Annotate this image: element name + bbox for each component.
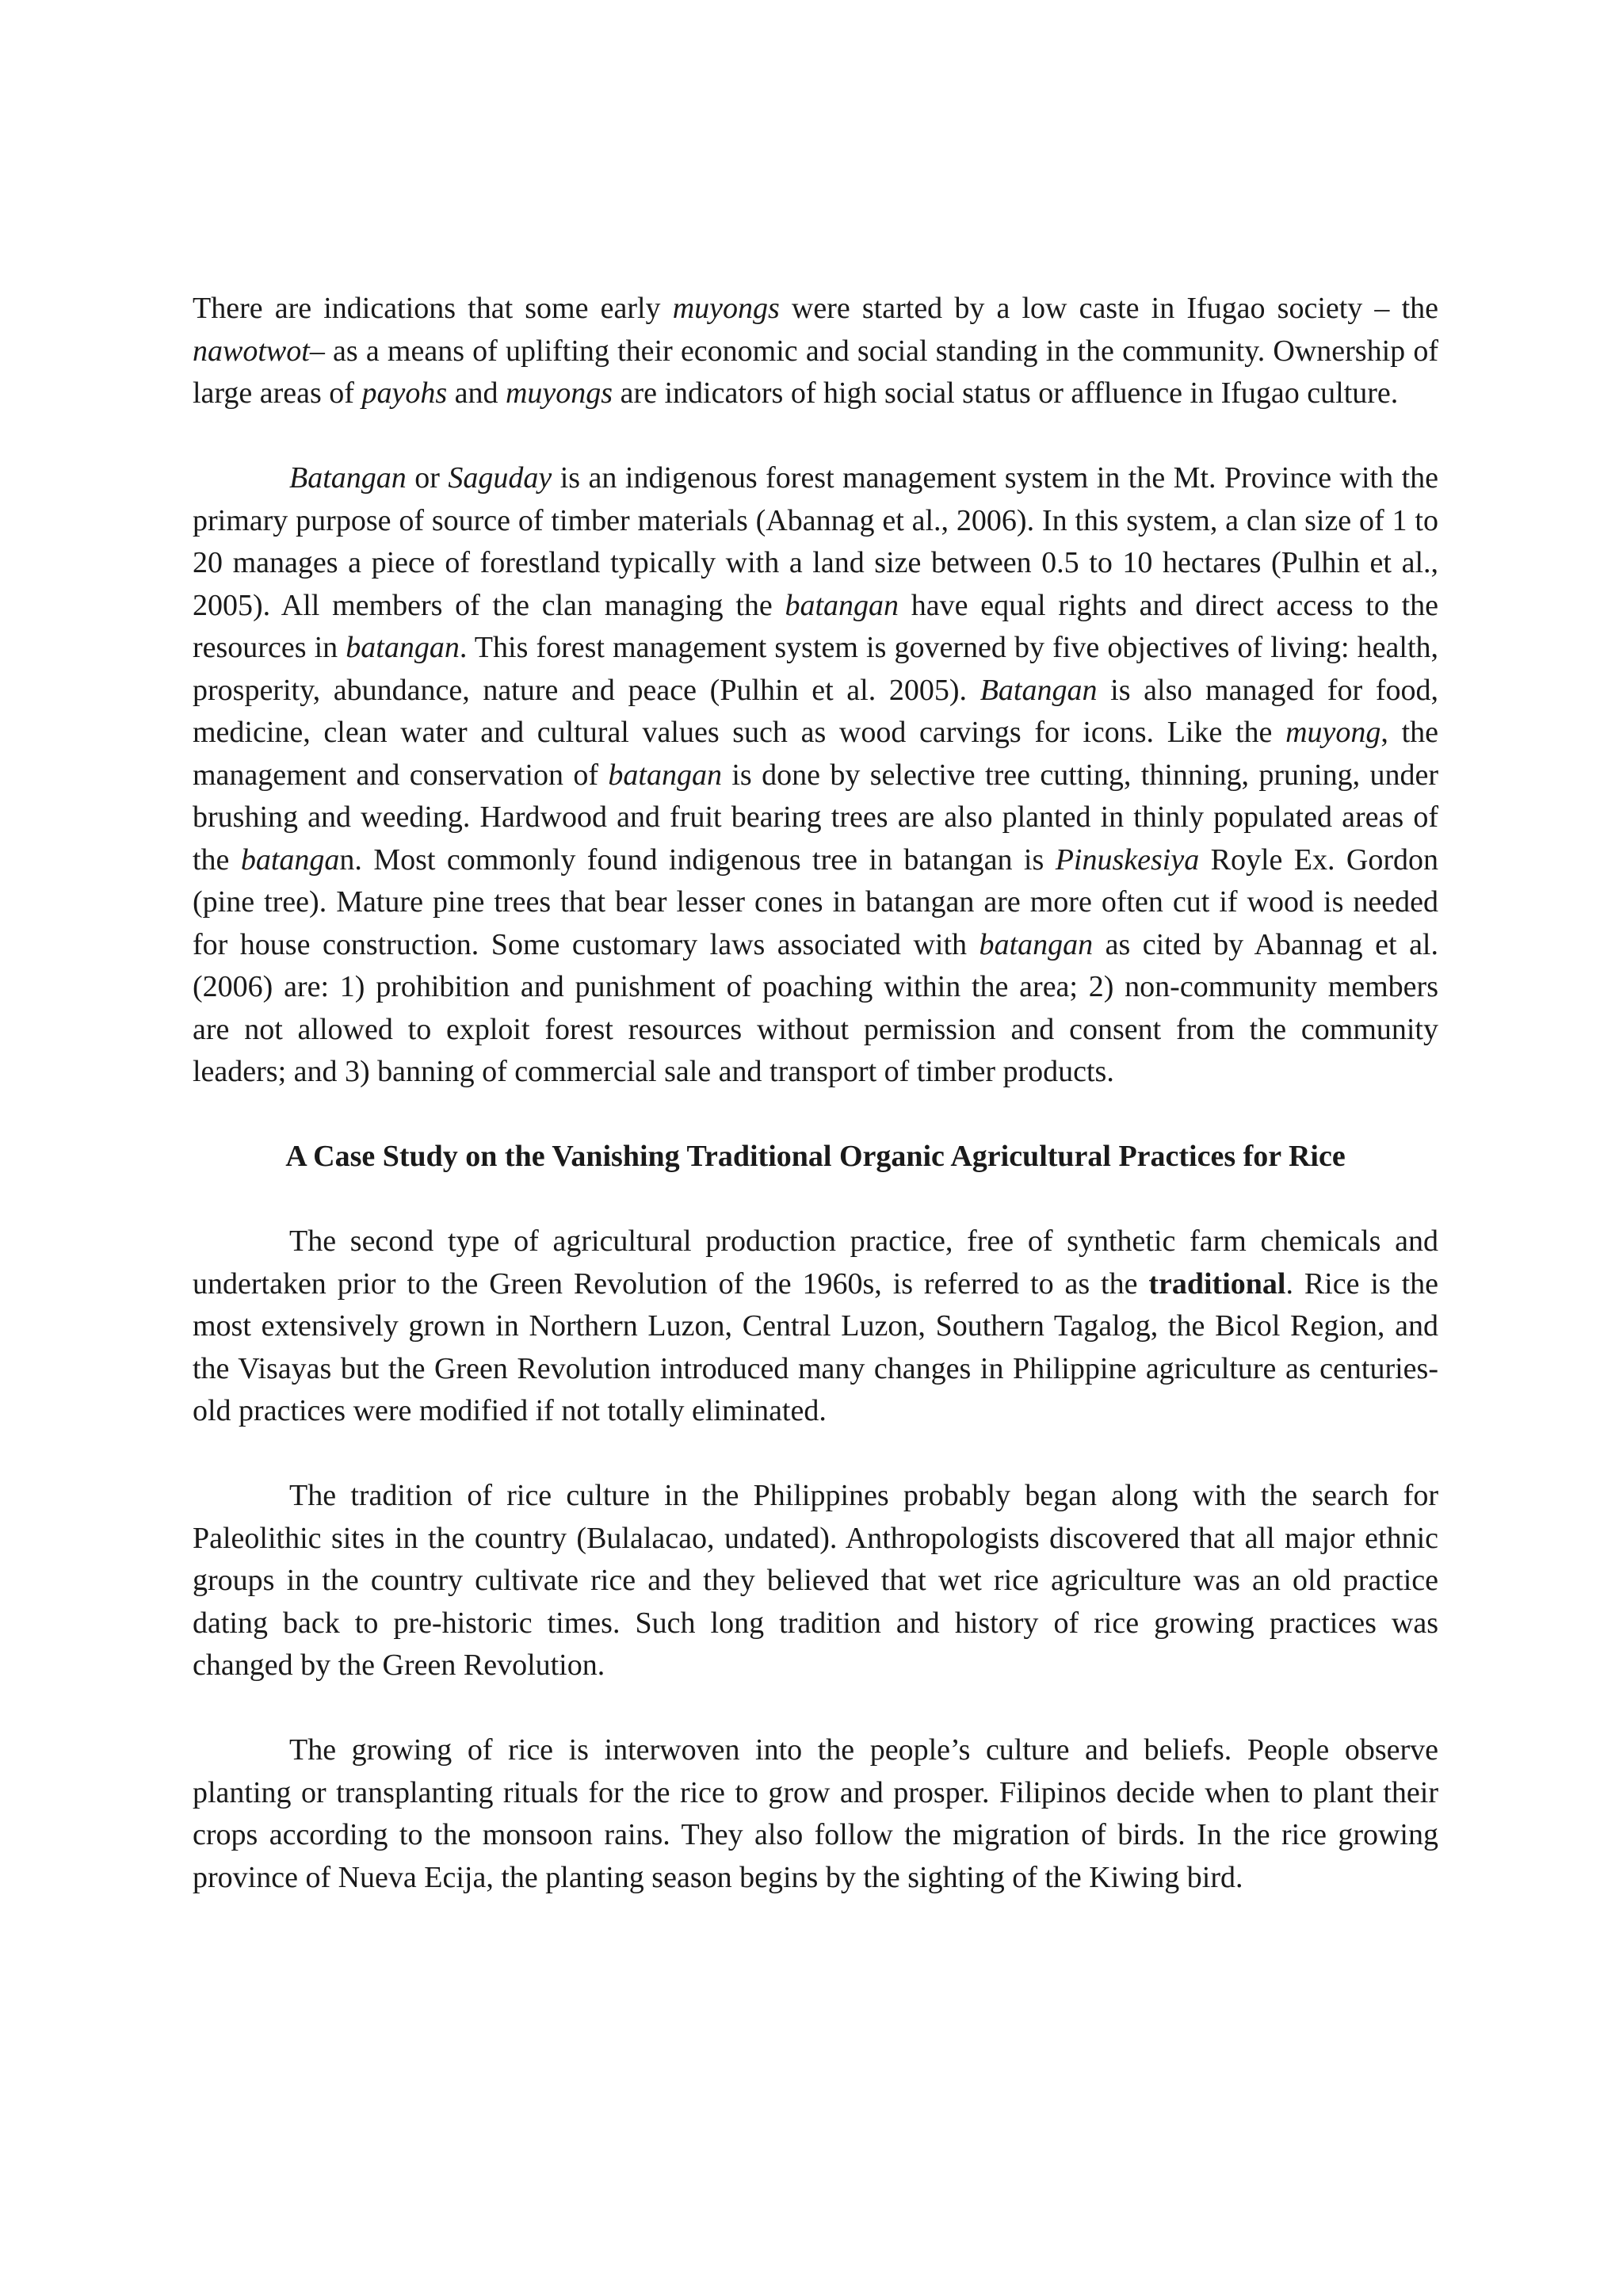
paragraph-batangan: Batangan or Saguday is an indigenous forest management system in the Mt. Province with the primary purpose of source of timber materials (Abannag et al., 2006). In this system, a clan size of 1 to 20 manages a piece of forestland typically with a land size between 0.5 to 10 hectares (Pulhin et al., 2005). All members of the clan managing the batangan have equal rights and direct access to the resources in batangan. This forest management system is governed by five objectives of living: health, prosperity, abundance, nature and peace (Pulhin et al. 2005). Batangan is also managed for food, medicine, clean water and cultural values such as wood carvings for icons. Like the muyong, the management and conservation of batangan is done by selective tree cutting, thinning, pruning, under brushing and weeding. Hardwood and fruit bearing trees are also planted in thinly populated areas of the batangan. Most commonly found indigenous tree in batangan is Pinuskesiya Royle Ex. Gordon (pine tree). Mature pine trees that bear lesser cones in batangan are more often cut if wood is needed for house construction. Some customary laws associated with batangan as cited by Abannag et al. (2006) are: 1) prohibition and punishment of poaching within the area; 2) non-community members are not allowed to exploit forest resources without permission and consent from the community leaders; and 3) banning of commercial sale and transport of timber products. [193,461,1439,1088]
document-page [193,288,1438,1899]
paragraph-rice-culture-beliefs: The growing of rice is interwoven into the people’s culture and beliefs. People observe planting or transplanting rituals for the rice to grow and prosper. Filipinos decide when to plant their crops according to the monsoon rains. They also follow the migration of birds. In the rice growing province of Nueva Ecija, the planting season begins by the sighting of the Kiwing bird. [193,1733,1438,1894]
paragraph-traditional-practice: The second type of agricultural production practice, free of synthetic farm chemicals and undertaken prior to the Green Revolution of the 1960s, is referred to as the traditional. Rice is the most extensively grown in Northern Luzon, Central Luzon, Southern Tagalog, the Bicol Region, and the Visayas but the Green Revolution introduced many changes in Philippine agriculture as centuries-old practices were modified if not totally eliminated. [193,1224,1439,1427]
paragraph-rice-tradition: The tradition of rice culture in the Philippines probably began along with the search for Paleolithic sites in the country (Bulalacao, undated). Anthropologists discovered that all major ethnic groups in the country cultivate rice and they believed that wet rice agriculture was an old practice dating back to pre-historic times. Such long tradition and history of rice growing practices was changed by the Green Revolution. [193,1479,1438,1682]
paragraph-muyong-ownership: There are indications that some early muyongs were started by a low caste in Ifugao society – the nawotwot– as a means of uplifting their economic and social standing in the community. Ownership of large areas of payohs and muyongs are indicators of high social status or affluence in Ifugao culture. [193,292,1438,410]
section-heading: A Case Study on the Vanishing Traditional Organic Agricultural Practices for Rice [285,1140,1346,1173]
